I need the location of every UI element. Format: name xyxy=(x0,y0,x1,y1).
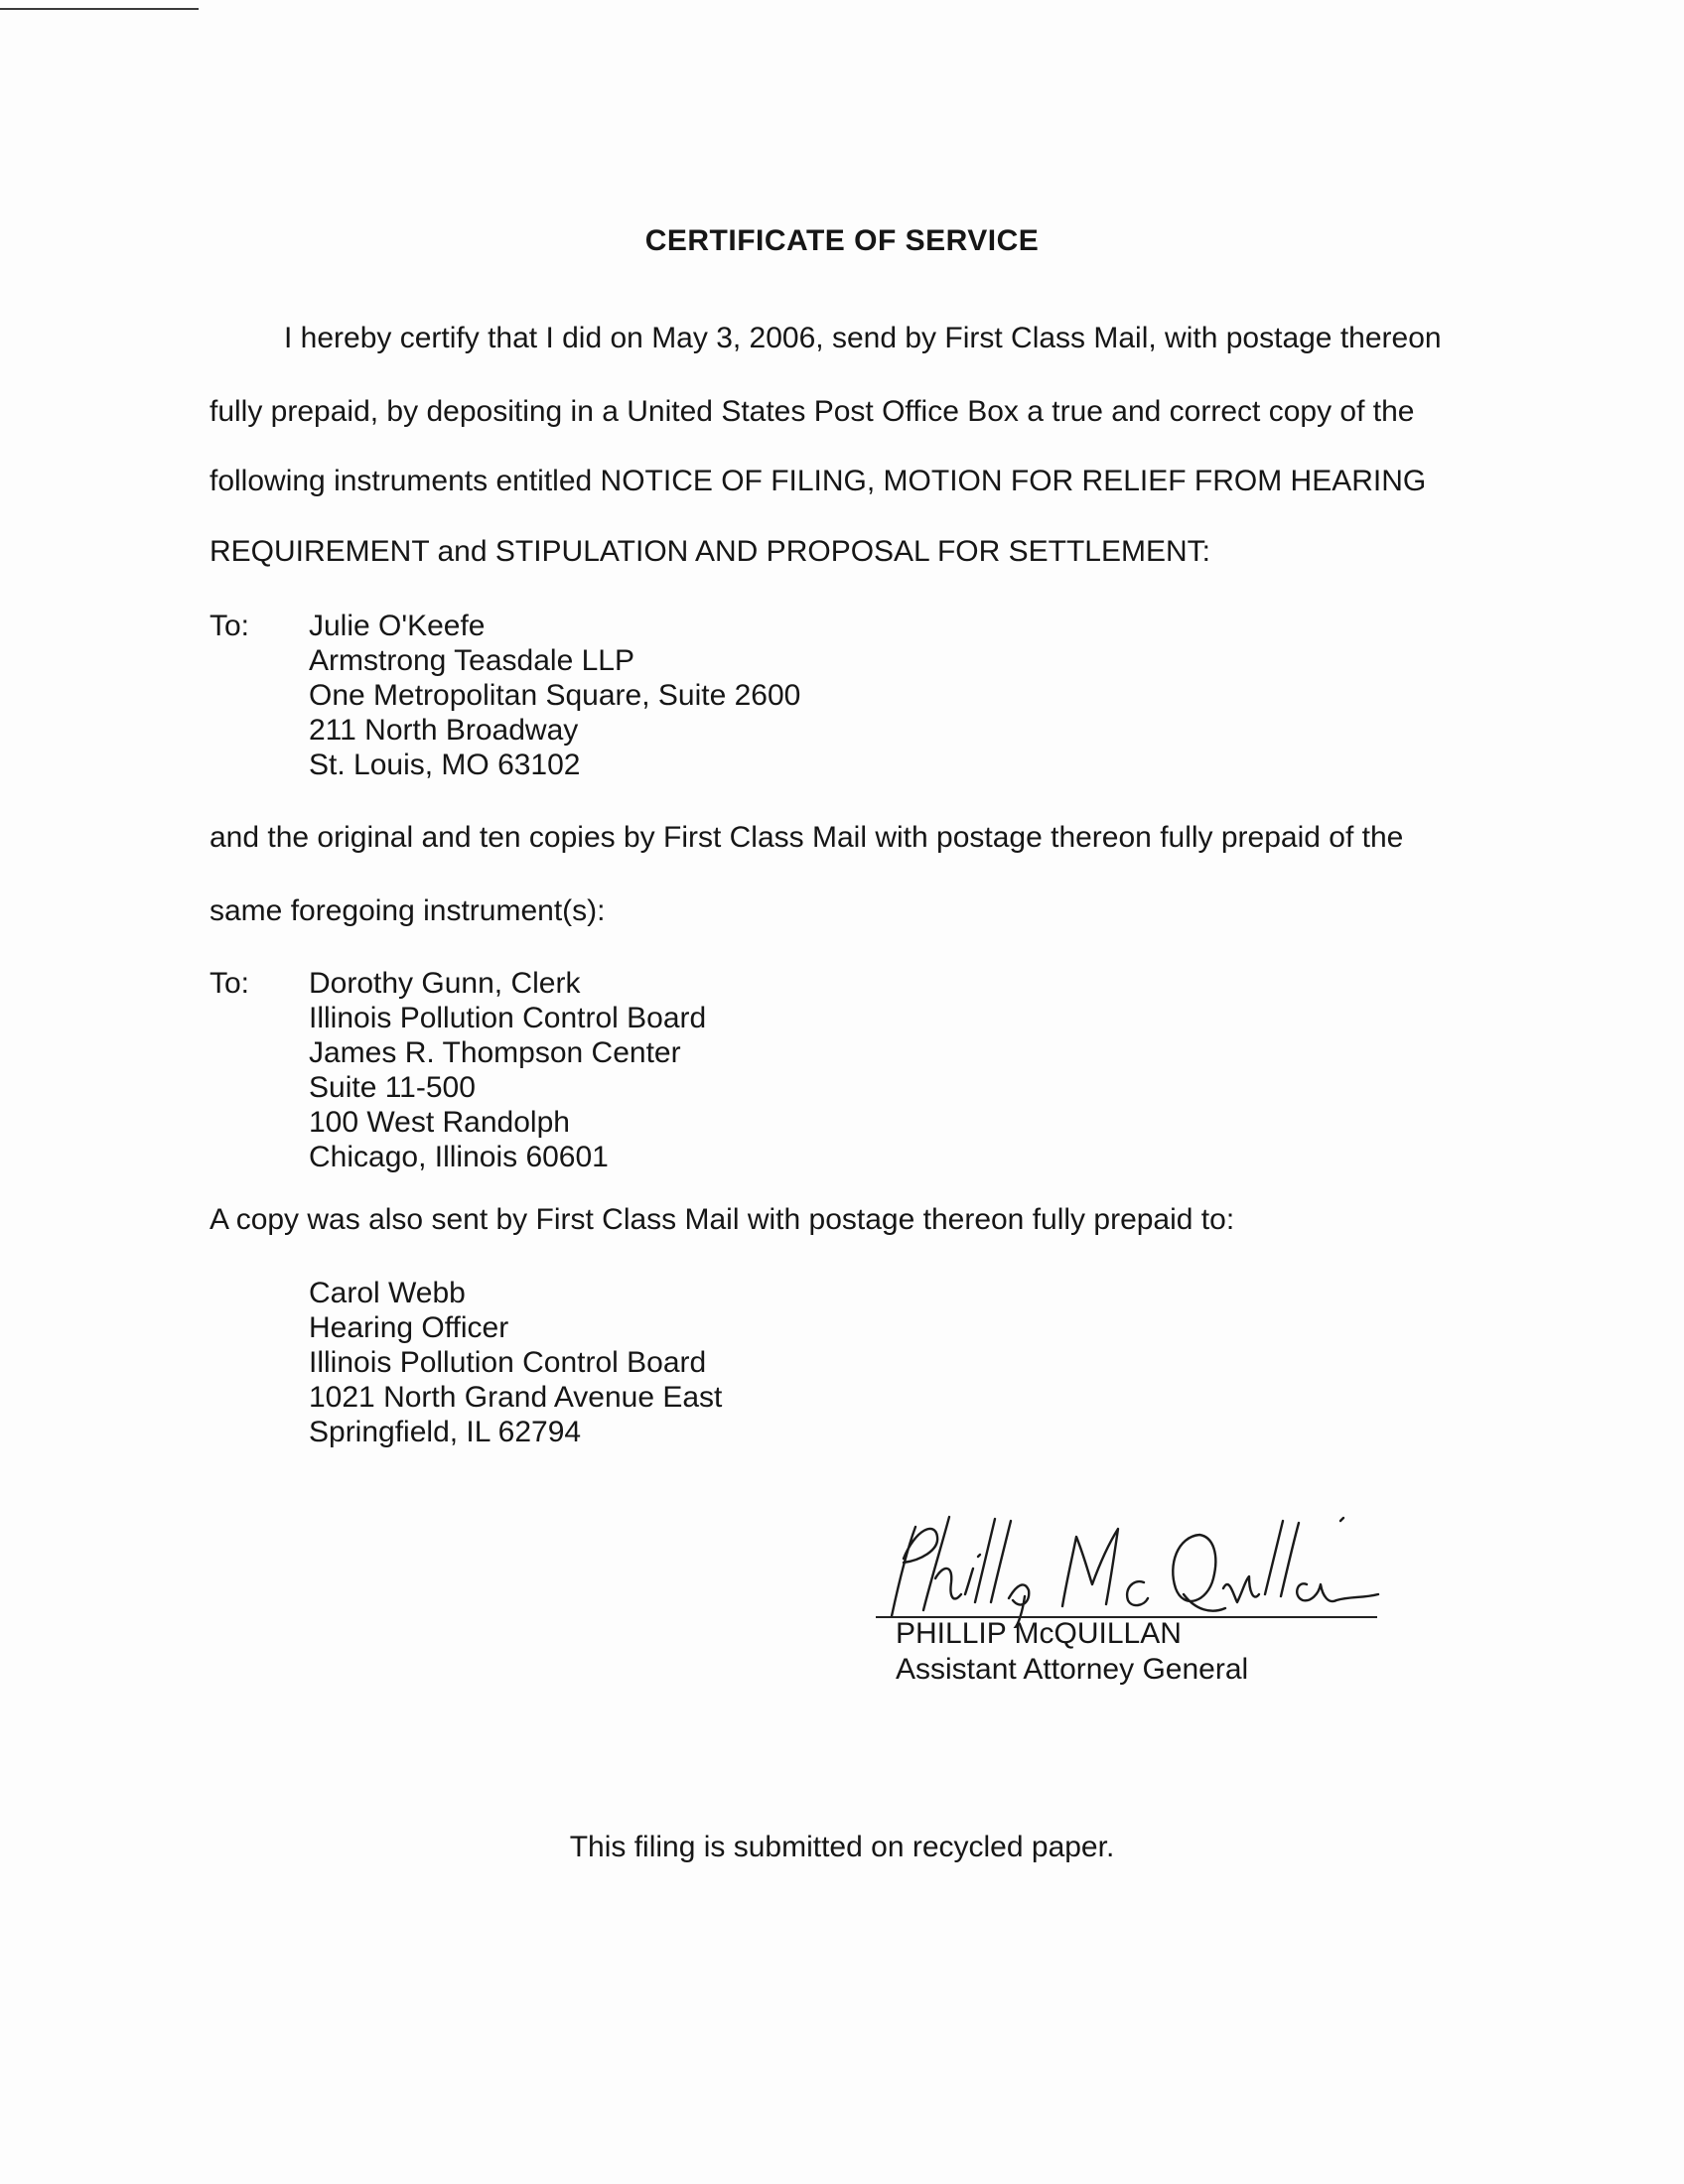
signer-name: PHILLIP McQUILLAN xyxy=(896,1617,1182,1650)
scan-artifact-line xyxy=(0,8,199,10)
address-line: Carol Webb xyxy=(309,1277,466,1309)
address-line: Dorothy Gunn, Clerk xyxy=(309,967,581,1000)
document-title: CERTIFICATE OF SERVICE xyxy=(644,224,1040,257)
address-line: St. Louis, MO 63102 xyxy=(309,749,581,781)
paragraph3-line: A copy was also sent by First Class Mail with postage thereon fully prepaid to: xyxy=(210,1203,1235,1236)
paragraph1-line: fully prepaid, by depositing in a United States Post Office Box a true and correct copy of the xyxy=(210,395,1415,428)
address-line: 1021 North Grand Avenue East xyxy=(309,1381,723,1414)
address-line: Illinois Pollution Control Board xyxy=(309,1002,707,1034)
address-line: Illinois Pollution Control Board xyxy=(309,1346,707,1379)
address-line: Hearing Officer xyxy=(309,1311,509,1344)
address-line: Springfield, IL 62794 xyxy=(309,1416,582,1448)
paragraph1-line: I hereby certify that I did on May 3, 2006, send by First Class Mail, with postage thereon xyxy=(284,322,1442,354)
recipient3-address xyxy=(309,1276,722,1449)
address-line: James R. Thompson Center xyxy=(309,1036,681,1069)
address-line: Suite 11-500 xyxy=(309,1071,476,1104)
recipient1-address xyxy=(309,609,800,782)
address-line: One Metropolitan Square, Suite 2600 xyxy=(309,679,801,712)
recycled-paper-notice: This filing is submitted on recycled paper. xyxy=(569,1831,1115,1863)
address-line: 100 West Randolph xyxy=(309,1106,570,1139)
paragraph1-line: following instruments entitled NOTICE OF FILING, MOTION FOR RELIEF FROM HEARING xyxy=(210,465,1427,497)
handwritten-signature xyxy=(854,1499,1380,1628)
address-line: Julie O'Keefe xyxy=(309,610,486,642)
signer-title: Assistant Attorney General xyxy=(896,1653,1249,1686)
paragraph2-line: and the original and ten copies by First Class Mail with postage thereon fully prepaid of the xyxy=(210,821,1404,854)
recipient2-address xyxy=(309,966,706,1174)
recipient2-to-label: To: xyxy=(210,967,250,1000)
recipient1-to-label: To: xyxy=(210,610,250,642)
address-line: Armstrong Teasdale LLP xyxy=(309,644,634,677)
address-line: Chicago, Illinois 60601 xyxy=(309,1141,609,1173)
address-line: 211 North Broadway xyxy=(309,714,579,747)
paragraph1-line: REQUIREMENT and STIPULATION AND PROPOSAL FOR SETTLEMENT: xyxy=(210,535,1210,568)
paragraph2-line: same foregoing instrument(s): xyxy=(210,894,606,927)
